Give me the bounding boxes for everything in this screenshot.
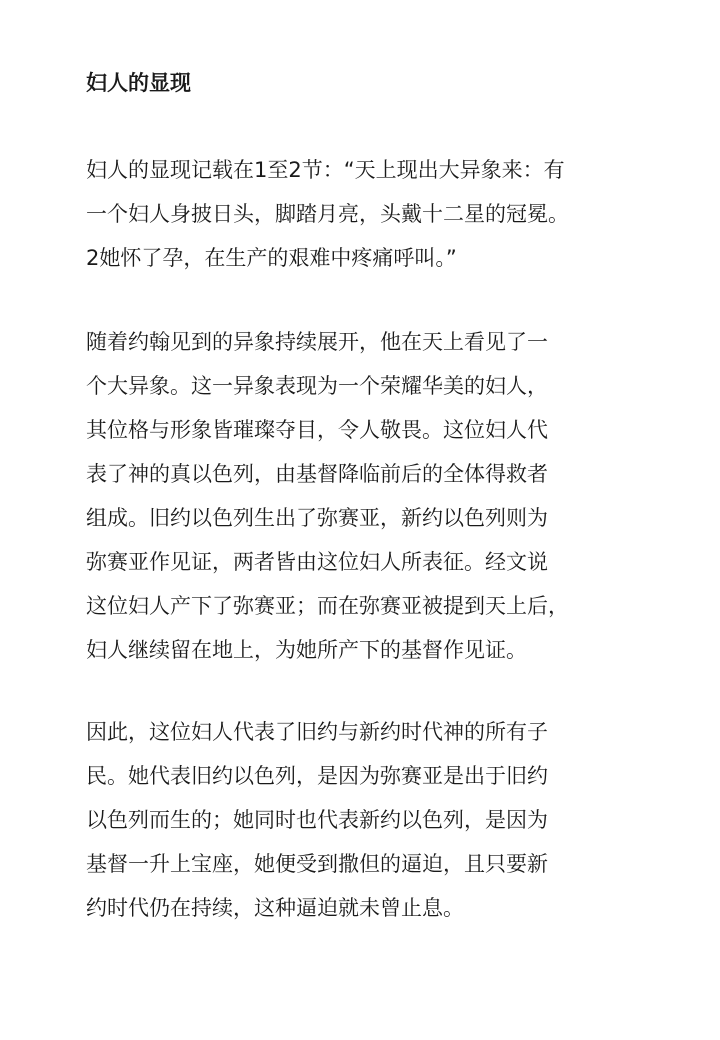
paragraph-line: 个大异象。这一异象表现为一个荣耀华美的妇人， xyxy=(86,374,548,398)
paragraph-3 xyxy=(86,710,686,930)
paragraph-line: 其位格与形象皆璀璨夺目，令人敬畏。这位妇人代 xyxy=(86,418,548,442)
paragraph-line: 约时代仍在持续，这种逼迫就未曾止息。 xyxy=(86,896,464,920)
paragraph-line: 组成。旧约以色列生出了弥赛亚，新约以色列则为 xyxy=(86,506,548,530)
paragraph-line: 一个妇人身披日头，脚踏月亮，头戴十二星的冠冕。 xyxy=(86,202,569,226)
paragraph-line: 因此，这位妇人代表了旧约与新约时代神的所有子 xyxy=(86,720,548,744)
paragraph-1 xyxy=(86,148,686,280)
paragraph-line: 弥赛亚作见证，两者皆由这位妇人所表征。经文说 xyxy=(86,550,548,574)
paragraph-line: 民。她代表旧约以色列，是因为弥赛亚是出于旧约 xyxy=(86,764,548,788)
paragraph-line: 2她怀了孕，在生产的艰难中疼痛呼叫。” xyxy=(86,246,457,270)
paragraph-2 xyxy=(86,320,686,672)
paragraph-line: 基督一升上宝座，她便受到撒但的逼迫，且只要新 xyxy=(86,852,548,876)
paragraph-line: 妇人继续留在地上，为她所产下的基督作见证。 xyxy=(86,638,527,662)
paragraph-line: 这位妇人产下了弥赛亚；而在弥赛亚被提到天上后， xyxy=(86,594,569,618)
paragraph-line: 表了神的真以色列，由基督降临前后的全体得救者 xyxy=(86,462,548,486)
paragraph-line: 妇人的显现记载在1至2节：“天上现出大异象来：有 xyxy=(86,158,565,182)
paragraph-line: 随着约翰见到的异象持续展开，他在天上看见了一 xyxy=(86,330,548,354)
page-title: 妇人的显现 xyxy=(86,71,191,95)
paragraph-line: 以色列而生的；她同时也代表新约以色列，是因为 xyxy=(86,808,548,832)
